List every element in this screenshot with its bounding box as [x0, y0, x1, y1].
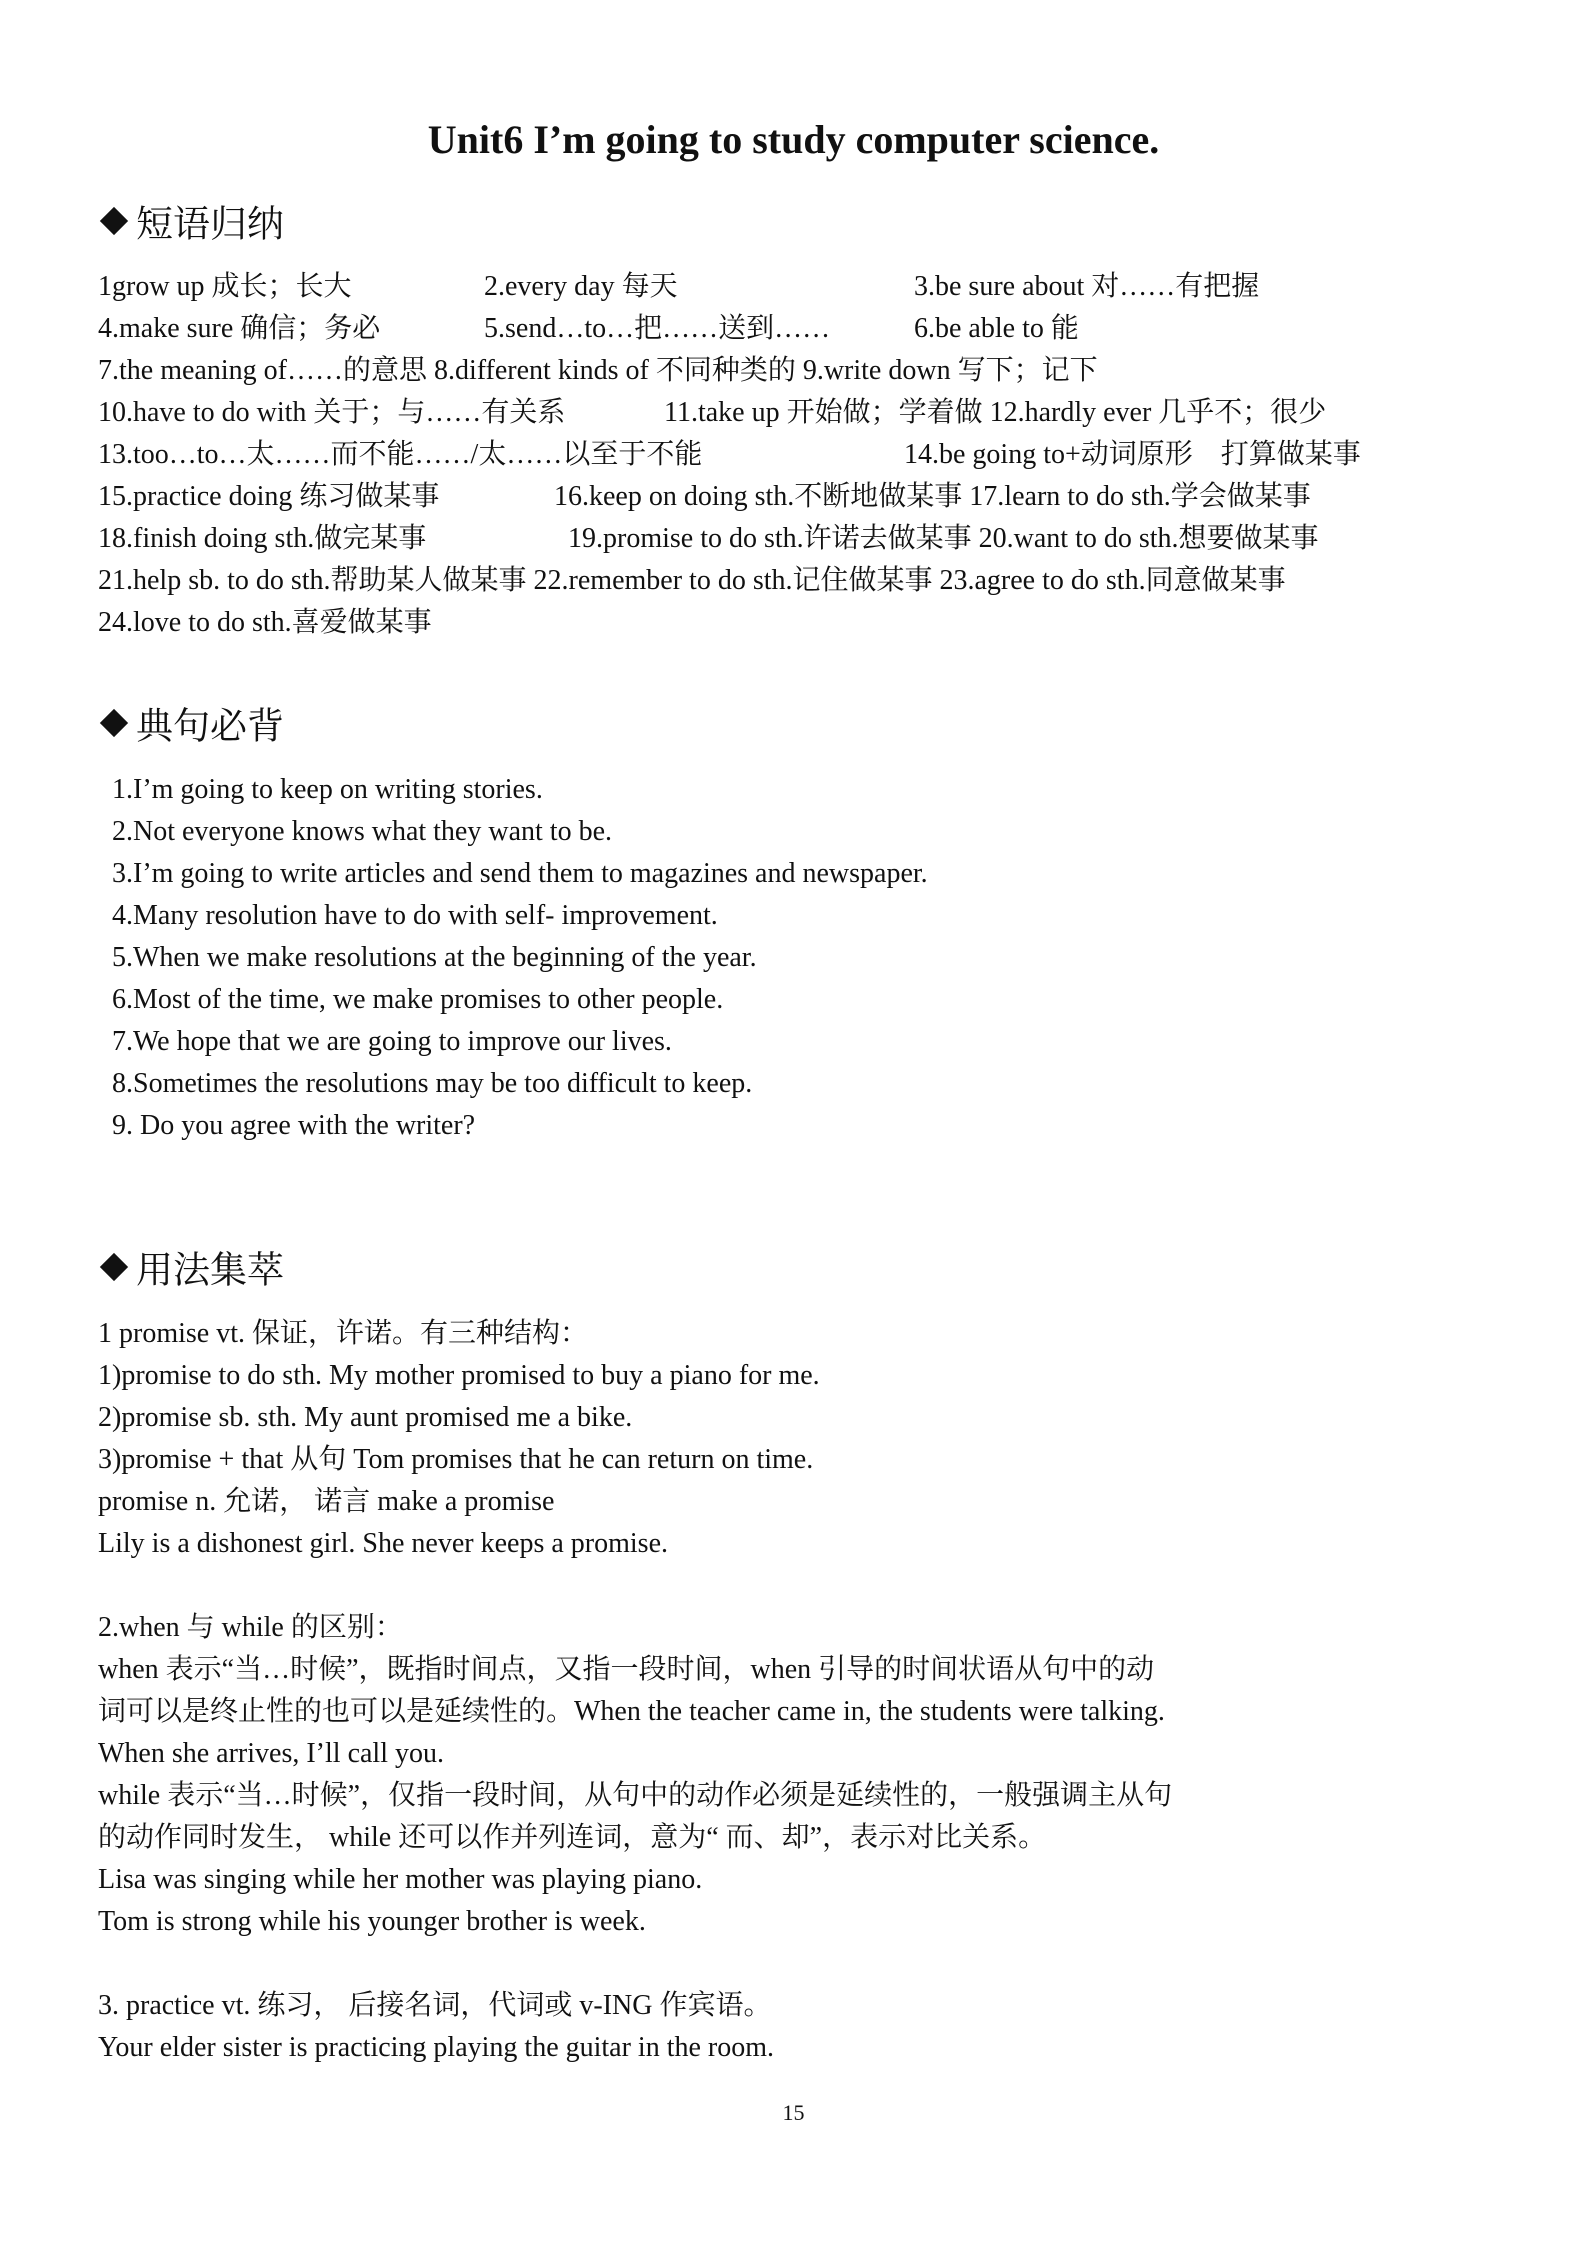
sentence-item: 1.I’m going to keep on writing stories. — [112, 774, 543, 805]
usage-line: 2.when 与 while 的区别： — [98, 1612, 403, 1643]
usage-line: When she arrives, I’ll call you. — [98, 1738, 444, 1769]
phrase-item: 15.practice doing 练习做某事 — [98, 481, 440, 512]
diamond-bullet-icon — [100, 1252, 128, 1280]
sentence-item: 3.I’m going to write articles and send them to magazines and newspaper. — [112, 858, 928, 889]
diamond-bullet-icon — [100, 206, 128, 234]
section-heading-text: 典句必背 — [136, 704, 284, 748]
usage-line: 1 promise vt. 保证，许诺。有三种结构： — [98, 1318, 588, 1349]
usage-line: 的动作同时发生， while 还可以作并列连词，意为“ 而、却”，表示对比关系。 — [98, 1822, 1047, 1853]
section-heading-text: 用法集萃 — [136, 1248, 284, 1292]
usage-line: when 表示“当…时候”，既指时间点，又指一段时间，when 引导的时间状语从句中的动 — [98, 1654, 1155, 1685]
sentence-item: 5.When we make resolutions at the beginning of the year. — [112, 942, 757, 973]
usage-line: 2)promise sb. sth. My aunt promised me a bike. — [98, 1402, 633, 1433]
usage-line: Lisa was singing while her mother was playing piano. — [98, 1864, 703, 1895]
phrase-item: 24.love to do sth.喜爱做某事 — [98, 607, 432, 638]
blank-line — [98, 1565, 1172, 1607]
section-heading-phrases — [98, 198, 284, 250]
page-title: Unit6 I’m going to study computer science. — [427, 117, 1160, 162]
phrase-item: 2.every day 每天 — [484, 271, 678, 302]
phrase-item: 11.take up 开始做；学着做 12.hardly ever 几乎不；很少 — [664, 397, 1327, 428]
section-heading-text: 短语归纳 — [136, 202, 284, 246]
phrase-item: 4.make sure 确信；务必 — [98, 313, 381, 344]
phrase-item: 10.have to do with 关于；与……有关系 — [98, 397, 566, 428]
sentence-item: 8.Sometimes the resolutions may be too difficult to keep. — [112, 1068, 753, 1099]
diamond-bullet-icon — [100, 708, 128, 736]
phrase-item: 7.the meaning of……的意思 8.different kinds of 不同种类的 9.write down 写下；记下 — [98, 355, 1098, 386]
usage-line: Your elder sister is practicing playing the guitar in the room. — [98, 2032, 775, 2063]
phrase-item: 3.be sure about 对……有把握 — [914, 271, 1260, 302]
usage-line: Lily is a dishonest girl. She never keeps a promise. — [98, 1528, 668, 1559]
section-heading-sentences — [98, 700, 284, 752]
phrase-item: 19.promise to do sth.许诺去做某事 20.want to do sth.想要做某事 — [568, 523, 1319, 554]
phrase-item: 21.help sb. to do sth.帮助某人做某事 22.remember to do sth.记住做某事 23.agree to do sth.同意做某事 — [98, 565, 1286, 596]
usage-line: promise n. 允诺， 诺言 make a promise — [98, 1486, 555, 1517]
phrase-item: 14.be going to+动词原形 打算做某事 — [904, 439, 1361, 470]
phrase-item: 18.finish doing sth.做完某事 — [98, 523, 427, 554]
phrase-item: 6.be able to 能 — [914, 313, 1079, 344]
usage-line: while 表示“当…时候”，仅指一段时间，从句中的动作必须是延续性的，一般强调主从句 — [98, 1780, 1173, 1811]
sentence-item: 9. Do you agree with the writer? — [112, 1110, 476, 1141]
page-number: 15 — [782, 2100, 805, 2125]
usage-line: 3)promise + that 从句 Tom promises that he can return on time. — [98, 1444, 814, 1475]
usage-notes — [98, 1313, 1172, 2069]
phrase-item: 1grow up 成长；长大 — [98, 271, 352, 302]
sentence-item: 2.Not everyone knows what they want to be. — [112, 816, 612, 847]
blank-line — [98, 1943, 1172, 1985]
section-heading-usage — [98, 1244, 284, 1296]
sentence-list — [112, 769, 928, 1147]
usage-line: 3. practice vt. 练习， 后接名词，代词或 v-ING 作宾语。 — [98, 1990, 772, 2021]
sentence-item: 7.We hope that we are going to improve our lives. — [112, 1026, 672, 1057]
usage-line: Tom is strong while his younger brother is week. — [98, 1906, 646, 1937]
usage-line: 1)promise to do sth. My mother promised to buy a piano for me. — [98, 1360, 820, 1391]
sentence-item: 4.Many resolution have to do with self- improvement. — [112, 900, 718, 931]
phrase-item: 13.too…to…太……而不能……/太……以至于不能 — [98, 439, 703, 470]
usage-line: 词可以是终止性的也可以是延续性的。When the teacher came in, the students were talking. — [98, 1696, 1165, 1727]
phrase-item: 16.keep on doing sth.不断地做某事 17.learn to do sth.学会做某事 — [554, 481, 1311, 512]
phrase-item: 5.send…to…把……送到…… — [484, 313, 831, 344]
sentence-item: 6.Most of the time, we make promises to other people. — [112, 984, 724, 1015]
